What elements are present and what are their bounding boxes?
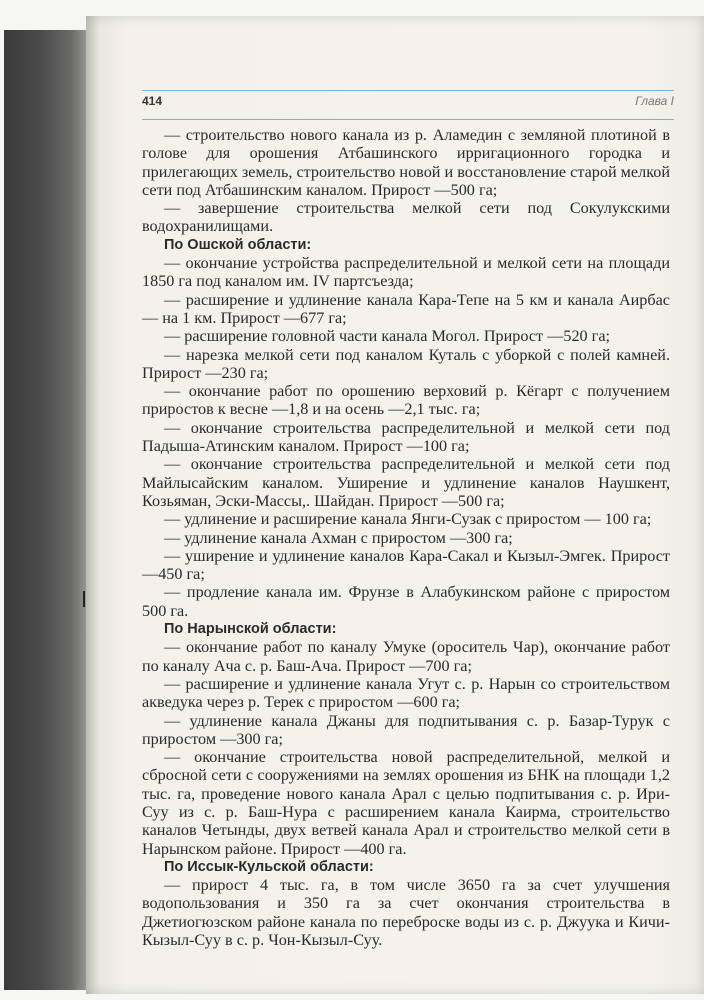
paragraph: — уширение и удлинение каналов Кара-Сакал и Кызыл-Эмгек. Прирост —450 га; [142, 546, 670, 584]
section-heading-issyk-kul: По Иссык-Кульской области: [164, 858, 374, 875]
paragraph: — окончание строительства распределительной и мелкой сети под Майлысайским каналом. Уширение и удлинение каналов Наушкент, Козьяман, Эски-Массы,. Шайдан. Прирост —500 га; [142, 455, 670, 510]
paragraph: — окончание работ по каналу Умуке (ороситель Чар), окончание работ по каналу Ача с. р. Баш-Ача. Прирост —700 га; [142, 638, 670, 675]
paragraph: — нарезка мелкой сети под каналом Куталь с уборкой с полей камней. Прирост —230 га; [142, 345, 670, 382]
page-number: 414 [142, 94, 163, 108]
paragraph: — строительство нового канала из р. Аламедин с земляной плотиной в голове для орошения Атбашинского ирригационного городка и прилегающих земель, строительство новой и восстановление старой мелкой сети под Атбашинским каналом. Прирост —500 га; [142, 126, 670, 199]
margin-mark [83, 591, 85, 607]
paragraph: — окончание устройства распределительной и мелкой сети на площади 1850 га под каналом им. IV партсъезда; [142, 254, 670, 291]
book-spine-shadow [4, 30, 88, 990]
paragraph: — окончание работ по орошению верховий р. Кёгарт с получением приростов к весне —1,8 и на осень —2,1 тыс. га; [142, 382, 670, 419]
body-text [142, 126, 670, 949]
paragraph: — прирост 4 тыс. га, в том числе 3650 га за счет улучшения водопользования и 350 га за счет окончания строительства в Джетиогюзском районе канала по переброске воды из с. р. Джуука и Кичи-Кызыл-Суу в с. р. Чон-Кызыл-Суу. [142, 876, 670, 950]
paragraph: — расширение и удлинение канала Угут с. р. Нарын со строительством акведука через р. Терек с приростом —600 га; [142, 674, 670, 712]
chapter-title: Глава I [635, 94, 674, 108]
section-heading-osh: По Ошской области: [164, 236, 312, 253]
paragraph: — удлинение и расширение канала Янги-Сузак с приростом — 100 га; [164, 510, 652, 529]
paragraph: — удлинение канала Ахман с приростом —300 га; [164, 528, 513, 547]
header-rule-top [142, 90, 674, 91]
section-heading-naryn: По Нарынской области: [164, 621, 337, 638]
paragraph: — расширение и удлинение канала Кара-Тепе на 5 км и канала Аирбас — на 1 км. Прирост —677 га; [142, 290, 670, 327]
paragraph: — окончание строительства распределительной и мелкой сети под Падыша-Атинским каналом. Прирост —100 га; [142, 418, 670, 456]
paragraph: — удлинение канала Джаны для подпитывания с. р. Базар-Турук с приростом —300 га; [142, 711, 670, 748]
header-rule-bottom [142, 119, 674, 120]
paragraph: — завершение строительства мелкой сети под Сокулукскими водохранилищами. [142, 199, 670, 236]
paragraph: — продление канала им. Фрунзе в Алабукинском районе с приростом 500 га. [142, 583, 670, 620]
paragraph: — расширение головной части канала Могол. Прирост —520 га; [164, 327, 611, 346]
running-header [142, 94, 674, 114]
paragraph: — окончание строительства новой распределительной, мелкой и сбросной сети с сооружениями на землях орошения из БНК на площади 1,2 тыс. га, проведение нового канала Арал с целью подпитывания с. р. Ири-Суу из с. р. Баш-Нура с расширением канала Каирма, строительство каналов Четынды, двух ветвей канала Арал и строительство мелкой сети в Нарынском районе. Прирост —400 га. [142, 748, 670, 858]
